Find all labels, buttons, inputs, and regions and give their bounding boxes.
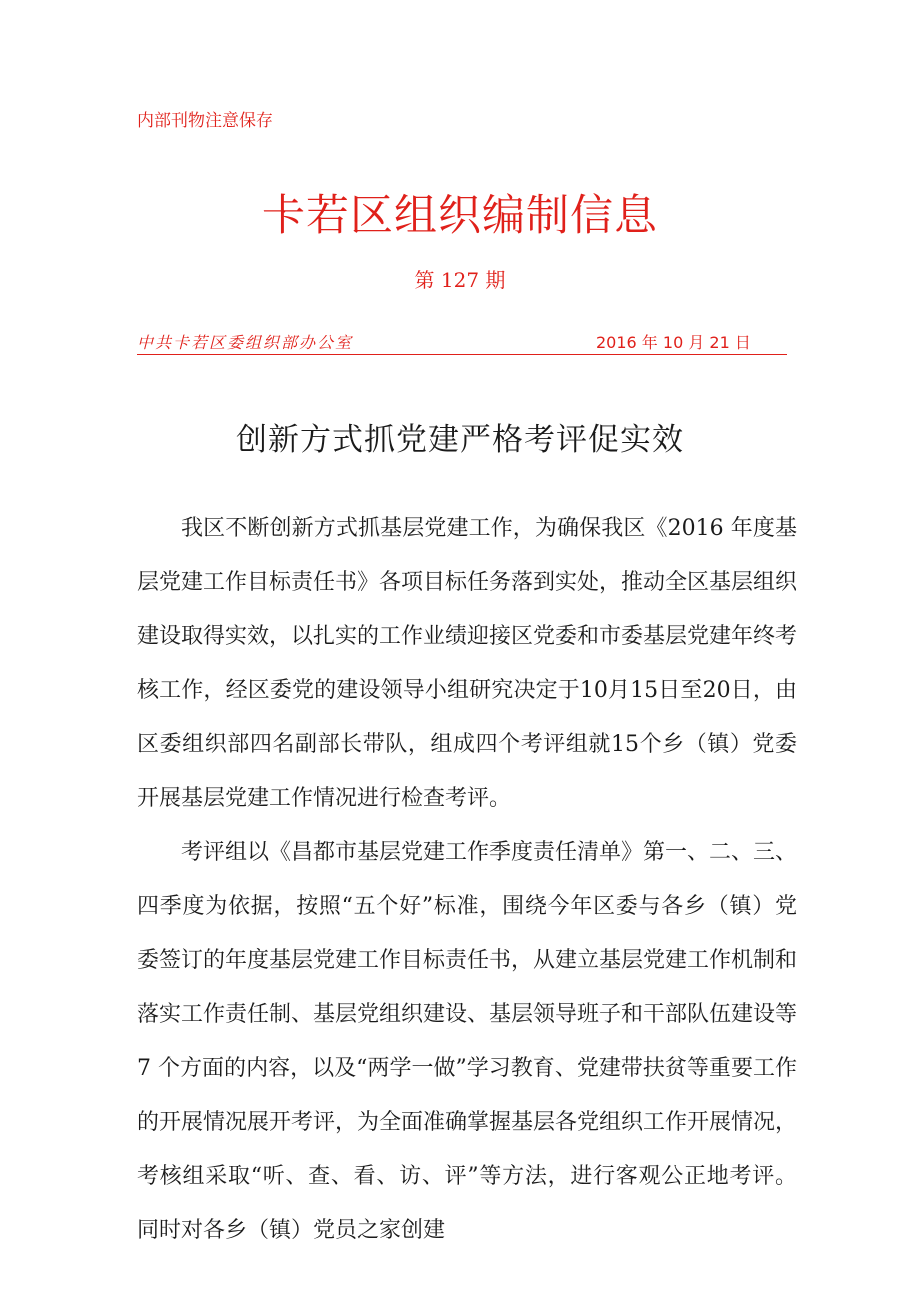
article-paragraph: 考评组以《昌都市基层党建工作季度责任清单》第一、二、三、四季度为依据，按照“五个好”标准，围绕今年区委与各乡（镇）党委签订的年度基层党建工作目标责任书，从建立基层党建工作机制和落实工作责任制、基层党组织建设、基层领导班子和干部队伍建设等 7 个方面的内容，以及“两学一做”学习教育、党建带扶贫等重要工作的开展情况展开考评，为全面准确掌握基层各党组织工作开展情况，考核组采取“听、查、看、访、评”等方法，进行客观公正地考评。同时对各乡（镇）党员之家创建 — [137, 840, 798, 1243]
masthead-title: 卡若区组织编制信息 — [262, 191, 658, 241]
internal-publication-notice: 内部刊物注意保存 — [137, 111, 273, 131]
issuer-date-line — [137, 330, 787, 355]
article-title: 创新方式抓党建严格考评促实效 — [236, 422, 684, 458]
article-paragraph: 我区不断创新方式抓基层党建工作，为确保我区《2016 年度基层党建工作目标责任书》各项目标任务落到实处，推动全区基层组织建设取得实效，以扎实的工作业绩迎接区党委和市委基层党建年终考核工作，经区委党的建设领导小组研究决定于10月15日至20日，由区委组织部四名副部长带队，组成四个考评组就15个乡（镇）党委开展基层党建工作情况进行检查考评。 — [137, 516, 798, 811]
issue-number: 第 127 期 — [414, 268, 506, 292]
issuer-name: 中共卡若区委组织部办公室 — [137, 333, 354, 352]
issue-date: 2016 年 10 月 21 日 — [596, 333, 751, 352]
article-body — [137, 502, 797, 1258]
